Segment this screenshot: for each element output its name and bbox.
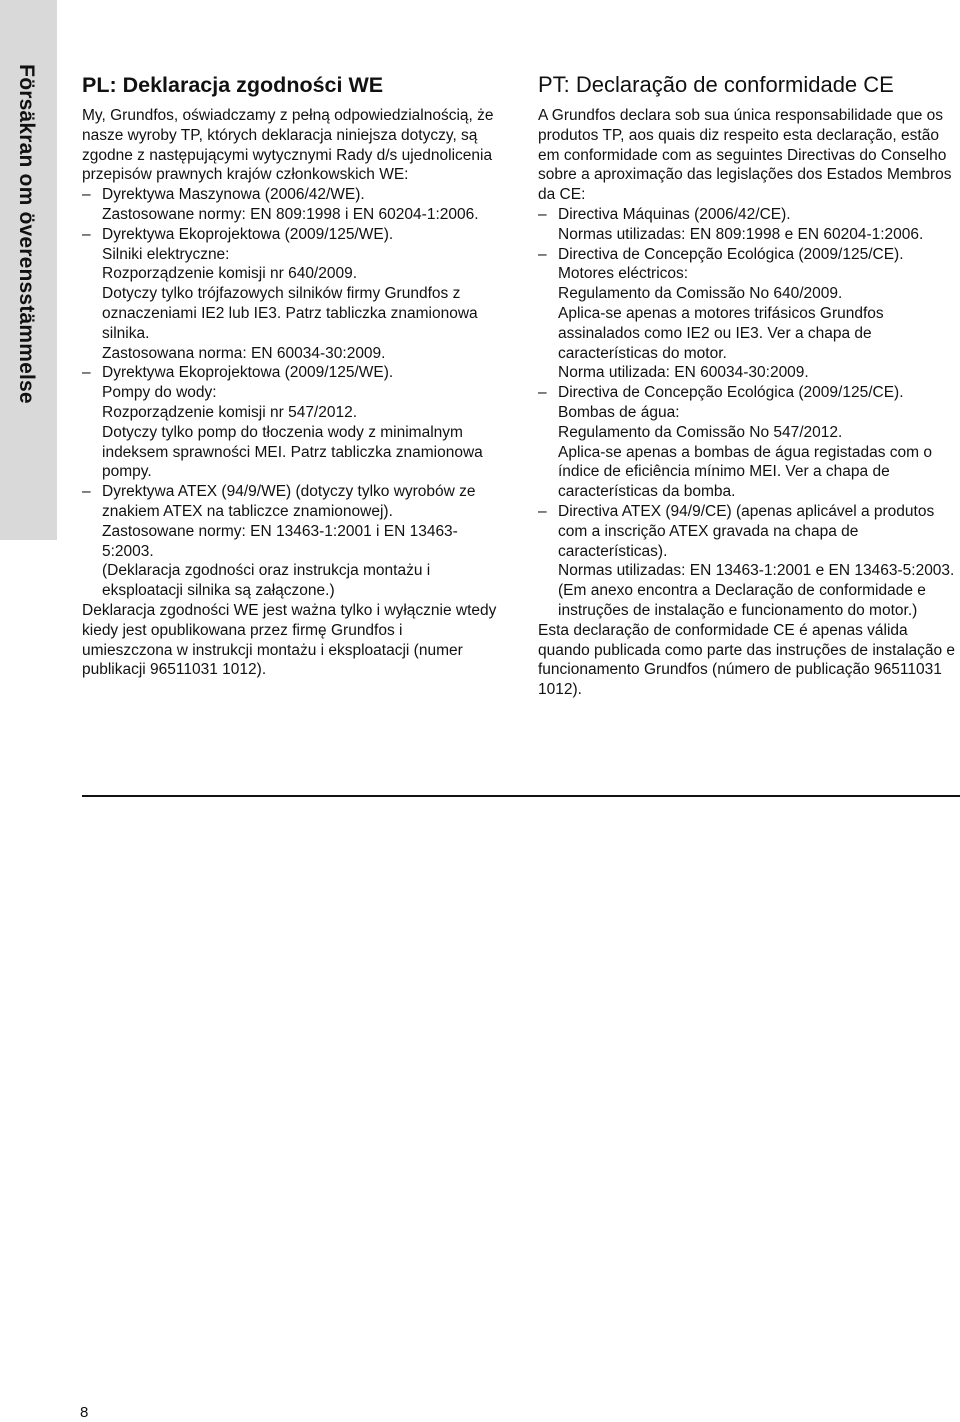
pt-directive-line: Regulamento da Comissão No 547/2012. [558,423,843,441]
pt-intro: A Grundfos declara sob sua única responsabilidade que os produtos TP, aos quais diz respeito esta declaração, estão em conformidade com as seguintes Directivas do Conselho sobre a aproximação das legislações dos Estados Membros da CE: [538,107,952,204]
pt-directive-list [538,205,960,621]
pt-directive-atex [538,502,960,621]
pl-directive-machinery [82,185,497,225]
pt-directive-line: Regulamento da Comissão No 640/2009. [558,285,843,303]
pl-section [82,70,497,680]
pt-directive-line: Normas utilizadas: EN 809:1998 e EN 60204-1:2006. [558,225,924,243]
side-tab [0,0,57,540]
pl-directive-title: – Dyrektywa Maszynowa (2006/42/WE). [102,186,365,204]
section-divider [82,795,960,797]
pt-directive-line: Aplica-se apenas a motores trifásicos Grundfos assinalados como IE2 ou IE3. Ver a chapa de características do motor. [558,304,884,362]
pl-directive-line: Dotyczy tylko trójfazowych silników firmy Grundfos z oznaczeniami IE2 lub IE3. Patrz tabliczka znamionowa silnika. [102,285,478,342]
pl-directive-line: Zastosowane normy: EN 809:1998 i EN 60204-1:2006. [102,205,479,223]
pl-directive-title: – Dyrektywa Ekoprojektowa (2009/125/WE). [102,225,394,243]
page-number: 8 [80,1404,89,1421]
pl-intro: My, Grundfos, oświadczamy z pełną odpowiedzialnością, że nasze wyroby TP, których deklaracja niniejsza dotyczy, są zgodne z następującymi wytycznymi Rady d/s ujednolicenia przepisów prawnych krajów członkowskich WE: [82,107,494,184]
pt-directive-ecodesign-motors [538,245,960,384]
pl-directive-atex [82,482,497,601]
pt-directive-line: Motores eléctricos: [558,265,689,283]
pl-directive-line: Rozporządzenie komisji nr 640/2009. [102,265,358,283]
pl-directive-line: Rozporządzenie komisji nr 547/2012. [102,403,358,421]
pl-directive-line: Pompy do wody: [102,384,217,402]
pl-directive-line: Dotyczy tylko pomp do tłoczenia wody z minimalnym indeksem sprawności MEI. Patrz tabliczka znamionowa pompy. [102,423,483,481]
pl-directive-line: (Deklaracja zgodności oraz instrukcja montażu i eksploatacji silnika są załączone.) [102,562,431,600]
pt-directive-machinery [538,205,960,245]
pl-directive-title: – Dyrektywa Ekoprojektowa (2009/125/WE). [102,364,394,382]
pl-directive-list [82,185,497,601]
pl-closing: Deklaracja zgodności WE jest ważna tylko i wyłącznie wtedy kiedy jest opublikowana przez firmę Grundfos i umieszczona w instrukcji montażu i eksploatacji (numer publikacji 96511031 1012). [82,601,497,679]
pt-directive-line: Aplica-se apenas a bombas de água registadas com o índice de eficiência mínimo MEI. Ver a chapa de características da bomba. [558,443,932,501]
pt-directive-line: Bombas de água: [558,403,680,421]
pl-heading: PL: Deklaracja zgodności WE [82,73,384,97]
pt-directive-line: (Em anexo encontra a Declaração de conformidade e instruções de instalação e funcionamento do motor.) [558,582,926,619]
pl-directive-title: – Dyrektywa ATEX (94/9/WE) (dotyczy tylko wyrobów ze znakiem ATEX na tabliczce znamionowej). [102,483,476,520]
side-tab-label: Försäkran om överensstämmelse [15,64,38,404]
pl-directive-ecodesign-motors [82,225,497,364]
pt-directive-title: – Directiva Máquinas (2006/42/CE). [558,205,791,223]
pt-directive-title: – Directiva de Concepção Ecológica (2009/125/CE). [558,245,904,263]
pt-directive-title: – Directiva ATEX (94/9/CE) (apenas aplicável a produtos com a inscrição ATEX gravada na chapa de características). [558,502,935,560]
pt-closing: Esta declaração de conformidade CE é apenas válida quando publicada como parte das instruções de instalação e funcionamento Grundfos (número de publicação 96511031 1012). [538,621,956,699]
pt-heading: PT: Declaração de conformidade CE [538,72,894,97]
pt-directive-ecodesign-pumps [538,383,960,502]
pt-directive-title: – Directiva de Concepção Ecológica (2009/125/CE). [558,384,904,402]
pt-directive-line: Normas utilizadas: EN 13463-1:2001 e EN 13463-5:2003. [558,562,955,580]
pt-directive-line: Norma utilizada: EN 60034-30:2009. [558,364,809,382]
pl-directive-line: Silniki elektryczne: [102,245,230,263]
pl-directive-ecodesign-pumps [82,363,497,482]
pt-section [538,70,960,700]
pl-directive-line: Zastosowana norma: EN 60034-30:2009. [102,344,386,362]
pl-directive-line: Zastosowane normy: EN 13463-1:2001 i EN 13463-5:2003. [102,522,458,560]
